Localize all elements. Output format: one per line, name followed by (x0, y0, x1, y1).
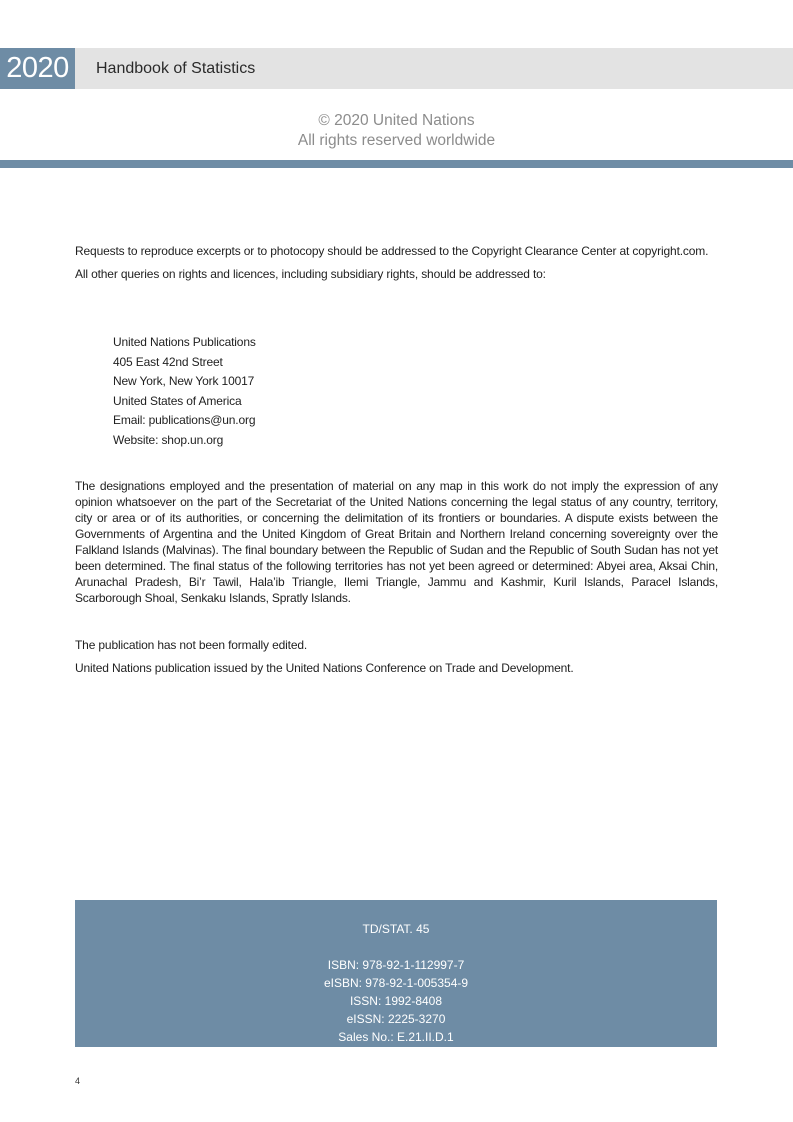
isbn: ISBN: 978-92-1-112997-7 (327, 958, 465, 972)
publisher-address (113, 333, 256, 451)
address-line: 405 East 42nd Street (113, 354, 223, 369)
eissn: eISSN: 2225-3270 (346, 1012, 446, 1026)
running-header-title: Handbook of Statistics (96, 60, 256, 77)
sales-number: Sales No.: E.21.II.D.1 (338, 1030, 454, 1044)
map-disclaimer: The designations employed and the presentation of material on any map in this work do not imply the expression of any opinion whatsoever on the part of the Secretariat of the United Nations concerning the legal status of any country, territory, city or area or of its authorities, or concerning the delimitation of its frontiers or boundaries. A dispute exists between the Governments of Argentina and the United Kingdom of Great Britain and Northern Ireland concerning sovereignty over the Falkland Islands (Malvinas). The final boundary between the Republic of Sudan and the Republic of South Sudan has not yet been determined. The final status of the following territories has not yet been agreed or determined: Abyei area, Aksai Chin, Arunachal Pradesh, Bi’r Tawil, Hala’ib Triangle, Ilemi Triangle, Jammu and Kashmir, Kuril Islands, Paracel Islands, Scarborough Shoal, Senkaku Islands, Spratly Islands. (75, 479, 718, 605)
address-line: United States of America (113, 393, 242, 408)
queries-text: All other queries on rights and licences, including subsidiary rights, should be addressed to: (75, 267, 546, 281)
reproduction-request-text: Requests to reproduce excerpts or to photocopy should be addressed to the Copyright Clearance Center at copyright.com. (75, 244, 709, 258)
address-line: United Nations Publications (113, 335, 256, 349)
eisbn: eISBN: 978-92-1-005354-9 (323, 976, 469, 990)
year-badge: 2020 (0, 48, 75, 89)
copyright-line: © 2020 United Nations (318, 112, 475, 129)
identifier-box (75, 900, 717, 1047)
page-number: 4 (75, 1076, 81, 1086)
editing-note: The publication has not been formally edited. (75, 638, 308, 652)
address-email: Email: publications@un.org (113, 413, 256, 428)
issn: ISSN: 1992-8408 (349, 994, 443, 1008)
divider-rule (0, 160, 793, 168)
publisher-note: United Nations publication issued by the United Nations Conference on Trade and Development. (75, 661, 574, 675)
rights-line: All rights reserved worldwide (297, 131, 496, 149)
copyright-notice (0, 111, 793, 150)
address-line: New York, New York 10017 (113, 374, 255, 389)
address-website: Website: shop.un.org (113, 432, 224, 447)
document-symbol: TD/STAT. 45 (362, 922, 430, 936)
